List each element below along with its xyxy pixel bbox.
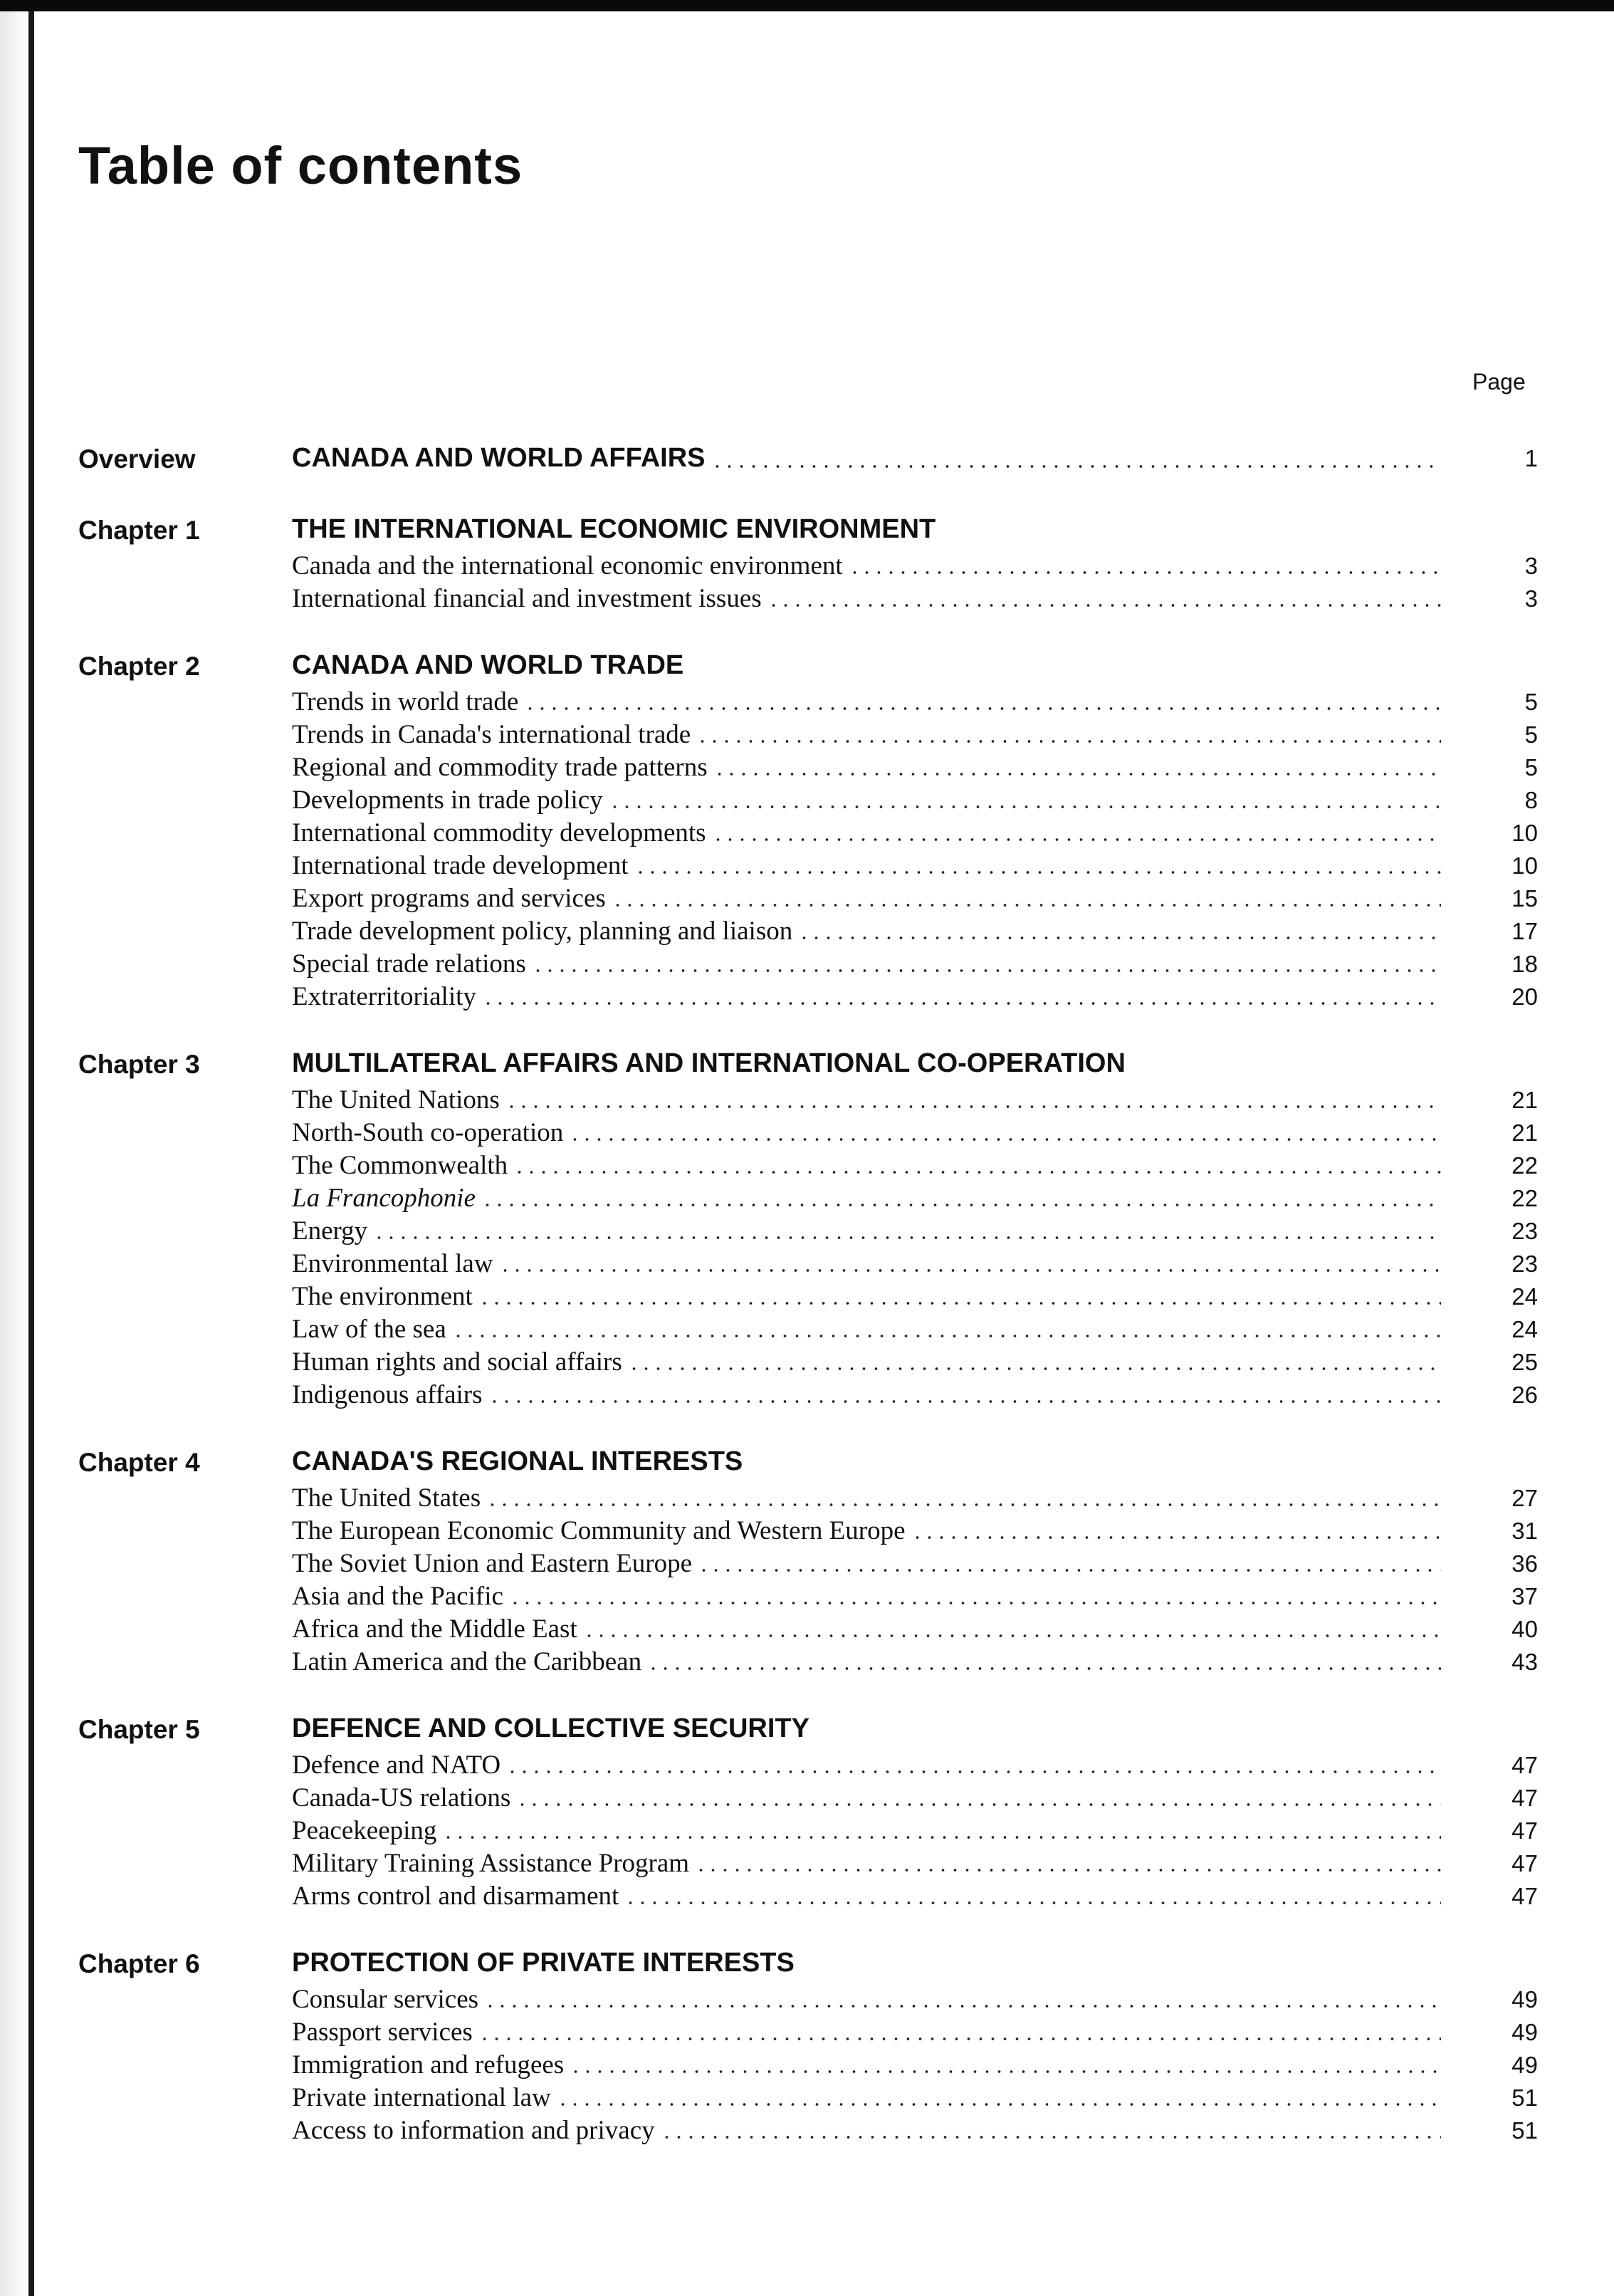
dot-leader [609,805,1441,808]
dot-leader [373,1236,1441,1239]
page-number: 17 [1511,918,1538,944]
page-number: 5 [1524,689,1538,715]
toc-section [78,1708,1538,1913]
section-body [292,437,1538,479]
entry-title: Law of the sea [292,1315,446,1344]
toc-entry[interactable] [292,1613,1538,1646]
section-heading-row [292,508,1538,550]
toc-entry[interactable] [292,1646,1538,1679]
page-number: 49 [1511,2052,1538,2078]
dot-leader [484,2005,1441,2008]
section-heading-row [292,1441,1538,1482]
page-number: 8 [1524,787,1538,813]
toc-entry[interactable] [292,751,1538,784]
page-number: 10 [1511,852,1538,879]
entry-title: Military Training Assistance Program [292,1849,690,1878]
entry-title: International trade development [292,851,629,880]
section-heading-row [292,437,1538,479]
page-column-header: Page [1472,369,1526,395]
dot-leader [647,1667,1441,1670]
toc-entry[interactable] [292,2082,1538,2114]
page-number: 31 [1511,1518,1538,1544]
toc-entry[interactable] [292,1782,1538,1815]
entry-title: North-South co-operation [292,1118,564,1147]
page-number: 3 [1524,585,1538,612]
toc-entry[interactable] [292,1346,1538,1379]
entry-title: Regional and commodity trade patterns [292,753,708,782]
page-left-border [28,0,34,2296]
toc-entry[interactable] [292,1182,1538,1215]
page-number: 36 [1511,1550,1538,1577]
dot-leader [509,1602,1441,1604]
dot-leader [849,571,1441,574]
page-title: Table of contents [78,136,523,195]
page-number: 49 [1511,2019,1538,2045]
toc-entry[interactable] [292,1280,1538,1313]
toc-entry[interactable] [292,850,1538,882]
dot-leader [505,1105,1441,1108]
dot-leader [713,773,1441,776]
toc-entry[interactable] [292,1580,1538,1613]
page-top-border [0,0,1614,11]
dot-leader [798,936,1441,939]
entry-title: The environment [292,1282,473,1311]
toc-entry[interactable] [292,1548,1538,1580]
toc-entry[interactable] [292,583,1538,615]
section-body [292,508,1538,615]
entry-title: Human rights and social affairs [292,1347,622,1377]
section-heading: MULTILATERAL AFFAIRS AND INTERNATIONAL CO-OPERATION [292,1048,1126,1078]
entry-title: Canada-US relations [292,1783,511,1812]
section-label: Overview [78,444,196,474]
entry-title: Arms control and disarmament [292,1882,619,1911]
dot-leader [524,707,1441,710]
toc-entry[interactable] [292,784,1538,817]
entry-title: The European Economic Community and Western Europe [292,1516,906,1545]
dot-leader [478,2037,1441,2040]
toc-section [78,645,1538,1013]
page-number: 23 [1511,1251,1538,1277]
section-label: Chapter 6 [78,1949,200,1978]
section-heading-row [292,1708,1538,1749]
page-number: 47 [1511,1785,1538,1811]
toc-entry[interactable] [292,2016,1538,2049]
toc-entry[interactable] [292,981,1538,1013]
toc-section [78,1043,1538,1411]
page-number: 20 [1511,983,1538,1010]
entry-title: Peacekeeping [292,1816,437,1845]
entry-title: Export programs and services [292,884,606,913]
toc-section [78,437,1538,480]
section-label: Chapter 1 [78,516,200,545]
dot-leader [712,838,1441,841]
dot-leader [478,1302,1441,1305]
page-number: 40 [1511,1616,1538,1642]
dot-leader [612,904,1441,907]
page-number: 3 [1524,553,1538,579]
entry-title: Africa and the Middle East [292,1614,577,1644]
entry-title: Trends in Canada's international trade [292,720,691,749]
page-number: 47 [1511,1883,1538,1909]
section-heading-row [292,1942,1538,1983]
section-label: Chapter 2 [78,652,200,681]
dot-leader [557,2103,1441,2106]
dot-leader [695,1869,1441,1872]
section-body [292,645,1538,1013]
section-body [292,1708,1538,1913]
toc-entry[interactable] [292,2049,1538,2082]
page-number: 51 [1511,2084,1538,2111]
toc-entry[interactable] [292,882,1538,915]
page-number: 47 [1511,1752,1538,1778]
page-number: 26 [1511,1382,1538,1408]
section-heading: CANADA AND WORLD AFFAIRS [292,443,706,473]
toc-entry[interactable] [292,948,1538,981]
dot-leader [486,1503,1441,1506]
dot-leader [661,2136,1441,2139]
entry-title: Latin America and the Caribbean [292,1647,642,1676]
entry-title: Developments in trade policy [292,786,603,815]
entry-title: Energy [292,1216,368,1246]
dot-leader [570,2070,1441,2073]
entry-title: International financial and investment issues [292,584,762,613]
entry-title: Special trade relations [292,949,526,979]
toc-section [78,1942,1538,2147]
section-body [292,1043,1538,1411]
page-number: 22 [1511,1185,1538,1211]
page-number: 37 [1511,1583,1538,1609]
toc-section [78,1441,1538,1679]
toc-entry[interactable] [292,719,1538,751]
entry-title: Defence and NATO [292,1750,501,1780]
page-edge-shadow [0,0,28,2296]
page-number: 47 [1511,1817,1538,1844]
toc-entry[interactable] [292,1749,1538,1782]
section-heading: CANADA'S REGIONAL INTERESTS [292,1446,743,1476]
section-heading-row [292,645,1538,686]
entry-title: Asia and the Pacific [292,1582,503,1611]
toc-entry[interactable] [292,1815,1538,1847]
entry-title: La Francophonie [292,1184,476,1213]
page-number: 10 [1511,820,1538,846]
section-heading: DEFENCE AND COLLECTIVE SECURITY [292,1713,809,1743]
page-number: 49 [1511,1986,1538,2013]
entry-title: Trade development policy, planning and liaison [292,917,793,946]
dot-leader [516,1803,1441,1806]
page-number: 25 [1511,1349,1538,1375]
dot-leader [569,1138,1441,1141]
section-heading: PROTECTION OF PRIVATE INTERESTS [292,1948,795,1978]
entry-title: Trends in world trade [292,687,519,716]
toc-entry[interactable] [292,1847,1538,1880]
page-number: 21 [1511,1120,1538,1146]
dot-leader [634,871,1441,874]
entry-title: Immigration and refugees [292,2050,565,2080]
dot-leader [506,1770,1441,1773]
entry-title: The United Nations [292,1085,500,1115]
page-number: 24 [1511,1283,1538,1310]
dot-leader [628,1367,1441,1370]
toc-entry[interactable] [292,686,1538,719]
dot-leader [583,1634,1441,1637]
dot-leader [711,465,1441,468]
toc-entry[interactable] [292,1149,1538,1182]
toc-entry[interactable] [292,2114,1538,2147]
section-body [292,1441,1538,1679]
entry-title: The Soviet Union and Eastern Europe [292,1549,693,1578]
page-number: 5 [1524,754,1538,781]
dot-leader [442,1836,1441,1839]
dot-leader [767,604,1441,607]
page-number: 5 [1524,721,1538,748]
dot-leader [482,1002,1441,1005]
page-number: 43 [1511,1649,1538,1675]
section-heading: CANADA AND WORLD TRADE [292,650,684,680]
dot-leader [513,1171,1441,1174]
toc-entry[interactable] [292,1379,1538,1411]
entry-title: The United States [292,1483,481,1513]
section-label: Chapter 5 [78,1715,200,1744]
entry-title: Private international law [292,2083,551,2112]
entry-title: Consular services [292,1985,479,2014]
page-number: 15 [1511,885,1538,912]
toc-entry[interactable] [292,1248,1538,1280]
dot-leader [624,1901,1441,1904]
entry-title: Environmental law [292,1249,493,1278]
section-label: Chapter 3 [78,1050,200,1079]
page-number: 47 [1511,1850,1538,1877]
page-number: 18 [1511,951,1538,977]
toc-section [78,508,1538,615]
toc-entry[interactable] [292,1880,1538,1913]
table-of-contents [78,437,1538,2176]
toc-entry[interactable] [292,550,1538,583]
dot-leader [499,1269,1441,1272]
dot-leader [452,1335,1441,1337]
entry-title: Extraterritoriality [292,982,476,1011]
page-number: 1 [1524,445,1538,471]
page-number: 22 [1511,1152,1538,1179]
toc-entry[interactable] [292,915,1538,948]
section-body [292,1942,1538,2147]
dot-leader [532,969,1441,972]
toc-entry[interactable] [292,1482,1538,1515]
entry-title: Passport services [292,2018,473,2047]
page-number: 24 [1511,1316,1538,1342]
dot-leader [698,1569,1441,1572]
toc-entry[interactable] [292,1117,1538,1149]
entry-title: The Commonwealth [292,1151,508,1180]
entry-title: Indigenous affairs [292,1380,483,1409]
section-heading: THE INTERNATIONAL ECONOMIC ENVIRONMENT [292,514,936,544]
entry-title: Canada and the international economic environment [292,551,843,580]
page-number: 21 [1511,1087,1538,1113]
page-number: 51 [1511,2117,1538,2144]
dot-leader [696,740,1441,743]
toc-entry[interactable] [292,1313,1538,1346]
page-number: 23 [1511,1218,1538,1244]
toc-entry[interactable] [292,1084,1538,1117]
page-number: 27 [1511,1485,1538,1511]
section-heading-row [292,1043,1538,1084]
dot-leader [911,1536,1442,1539]
dot-leader [481,1204,1441,1206]
section-label: Chapter 4 [78,1448,200,1477]
entry-title: Access to information and privacy [292,2116,655,2145]
toc-entry[interactable] [292,1515,1538,1548]
toc-entry[interactable] [292,817,1538,850]
entry-title: International commodity developments [292,818,706,847]
toc-entry[interactable] [292,1983,1538,2016]
dot-leader [488,1400,1442,1403]
toc-entry[interactable] [292,1215,1538,1248]
